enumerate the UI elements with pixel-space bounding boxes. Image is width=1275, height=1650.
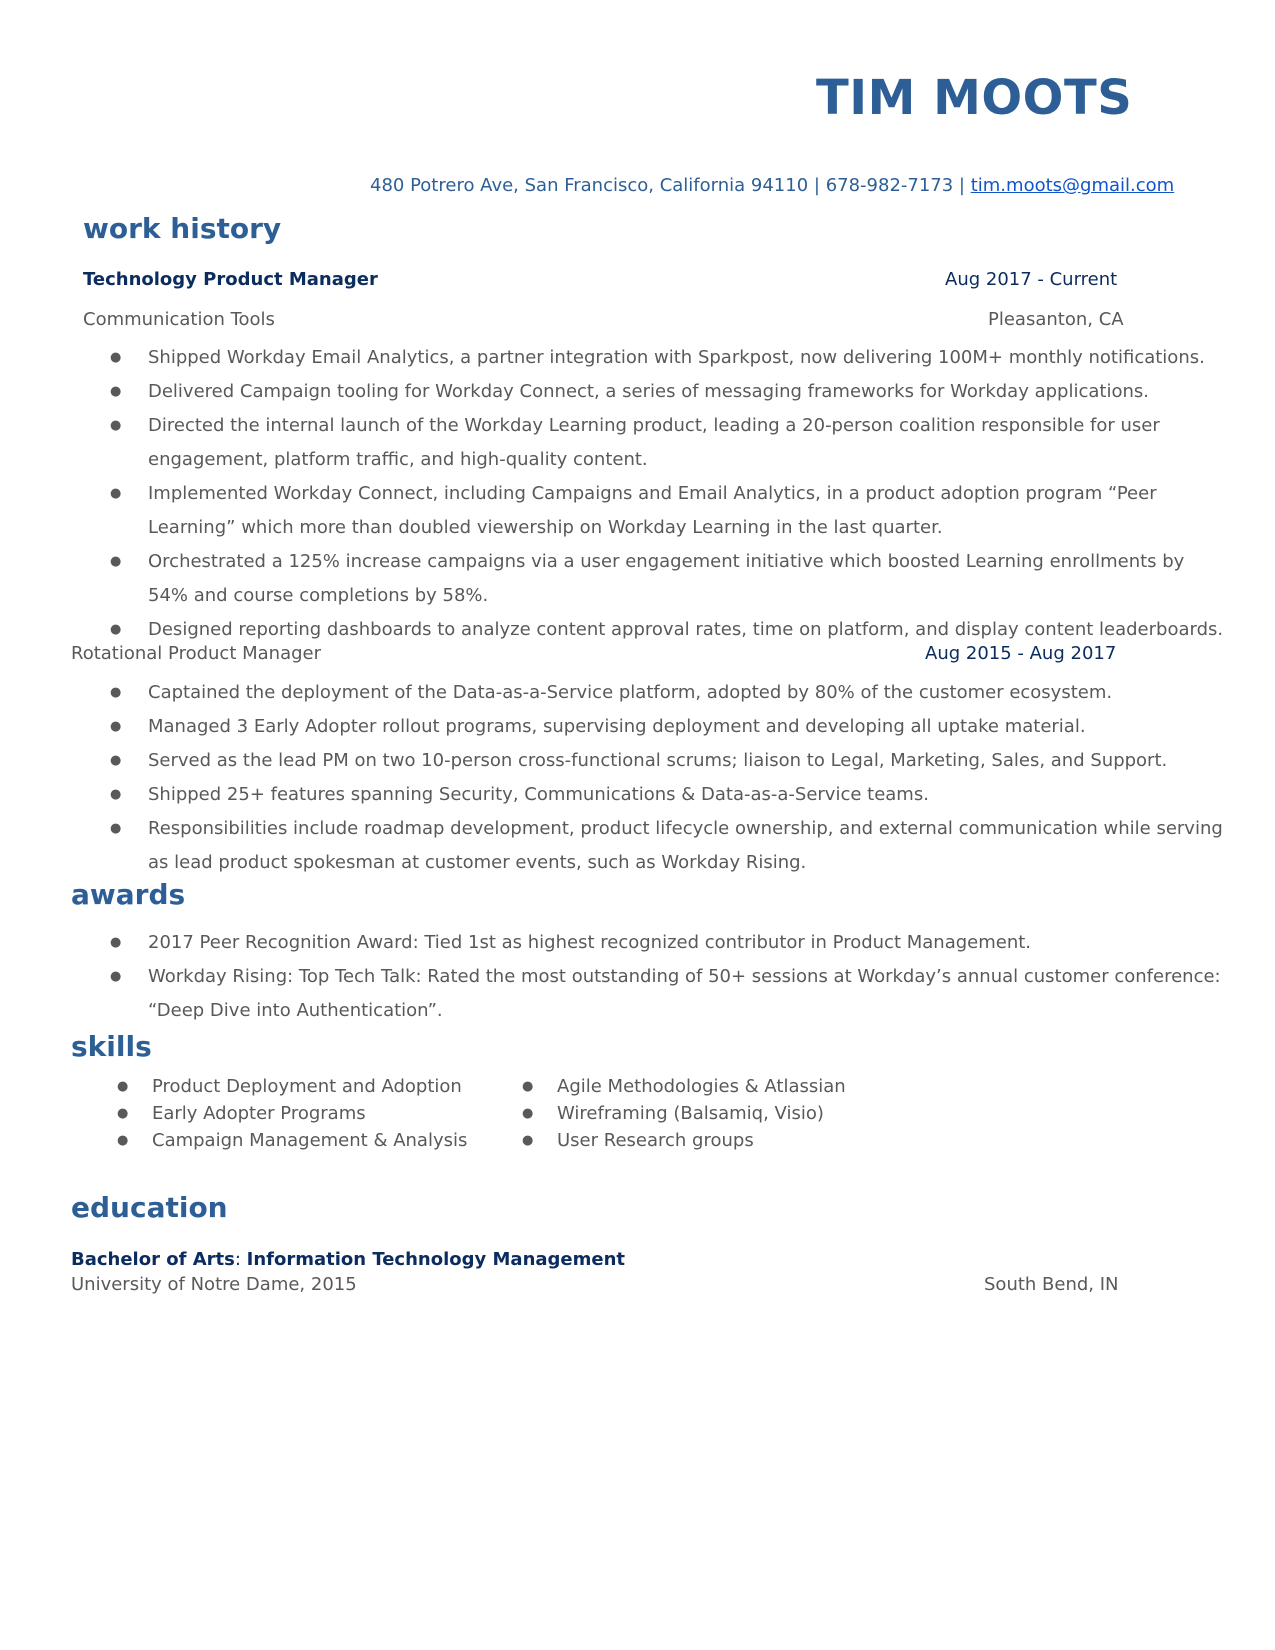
job-dates: Aug 2015 - Aug 2017 — [925, 643, 1117, 664]
school-name: University of Notre Dame, 2015 — [71, 1274, 357, 1295]
school-location: South Bend, IN — [984, 1274, 1119, 1295]
list-item: ● Orchestrated a 125% increase campaigns via a user engagement initiative which boosted Learning enrollments by 54% and course completions by 58%. — [110, 545, 1230, 613]
list-item: ● Shipped Workday Email Analytics, a partner integration with Sparkpost, now delivering 100M+ monthly notifications. — [110, 341, 1230, 375]
contact-separator: | — [953, 175, 971, 196]
list-item: ● Campaign Management & Analysis — [117, 1127, 467, 1154]
list-item: ● User Research groups — [522, 1127, 846, 1154]
list-item: ● 2017 Peer Recognition Award: Tied 1st as highest recognized contributor in Product Management. — [110, 926, 1230, 960]
awards-list — [110, 926, 1230, 1028]
degree-separator: : — [234, 1249, 247, 1270]
list-item: ● Served as the lead PM on two 10-person cross-functional scrums; liaison to Legal, Marketing, Sales, and Support. — [110, 744, 1230, 778]
job-bullets — [110, 676, 1230, 880]
list-item: ● Managed 3 Early Adopter rollout programs, supervising deployment and developing all uptake material. — [110, 710, 1230, 744]
degree-field: Information Technology Management — [246, 1249, 626, 1270]
list-item: ● Delivered Campaign tooling for Workday Connect, a series of messaging frameworks for Workday applications. — [110, 375, 1230, 409]
education-heading: education — [71, 1191, 228, 1224]
list-item: ● Captained the deployment of the Data-as-a-Service platform, adopted by 80% of the customer ecosystem. — [110, 676, 1230, 710]
job-title: Technology Product Manager — [83, 269, 378, 290]
work-history-heading: work history — [83, 212, 282, 245]
skills-list-left — [117, 1073, 467, 1154]
list-item: ● Directed the internal launch of the Workday Learning product, leading a 20-person coalition responsible for user engagement, platform traffic, and high-quality content. — [110, 409, 1230, 477]
list-item: ● Wireframing (Balsamiq, Visio) — [522, 1100, 846, 1127]
list-item: ● Implemented Workday Connect, including Campaigns and Email Analytics, in a product adoption program “Peer Learning” which more than doubled viewership on Workday Learning in the last quarter. — [110, 477, 1230, 545]
list-item: ● Shipped 25+ features spanning Security, Communications & Data-as-a-Service teams. — [110, 778, 1230, 812]
job-bullets — [110, 341, 1230, 647]
degree-name: Bachelor of Arts — [71, 1249, 235, 1270]
contact-address: 480 Potrero Ave, San Francisco, California 94110 — [370, 175, 809, 196]
list-item: ● Designed reporting dashboards to analyze content approval rates, time on platform, and display content leaderboards. — [110, 613, 1230, 647]
list-item: ● Responsibilities include roadmap development, product lifecycle ownership, and external communication while serving as lead product spokesman at customer events, such as Workday Rising. — [110, 812, 1230, 880]
awards-heading: awards — [71, 878, 186, 911]
list-item: ● Agile Methodologies & Atlassian — [522, 1073, 846, 1100]
contact-email-link[interactable]: tim.moots@gmail.com — [970, 175, 1175, 196]
skills-heading: skills — [71, 1030, 152, 1063]
list-item: ● Early Adopter Programs — [117, 1100, 467, 1127]
degree-line — [71, 1248, 625, 1272]
candidate-name: TIM MOOTS — [816, 70, 1133, 126]
contact-phone: 678-982-7173 — [825, 175, 954, 196]
job-dates: Aug 2017 - Current — [945, 269, 1118, 290]
skills-list-right — [522, 1073, 846, 1154]
job-location: Pleasanton, CA — [988, 309, 1124, 330]
company-name: Communication Tools — [83, 309, 275, 330]
job-title: Rotational Product Manager — [71, 643, 321, 664]
contact-line — [370, 174, 1174, 198]
contact-separator: | — [808, 175, 826, 196]
list-item: ● Workday Rising: Top Tech Talk: Rated the most outstanding of 50+ sessions at Workday’s annual customer conference: “Deep Dive into Authentication”. — [110, 960, 1230, 1028]
list-item: ● Product Deployment and Adoption — [117, 1073, 467, 1100]
